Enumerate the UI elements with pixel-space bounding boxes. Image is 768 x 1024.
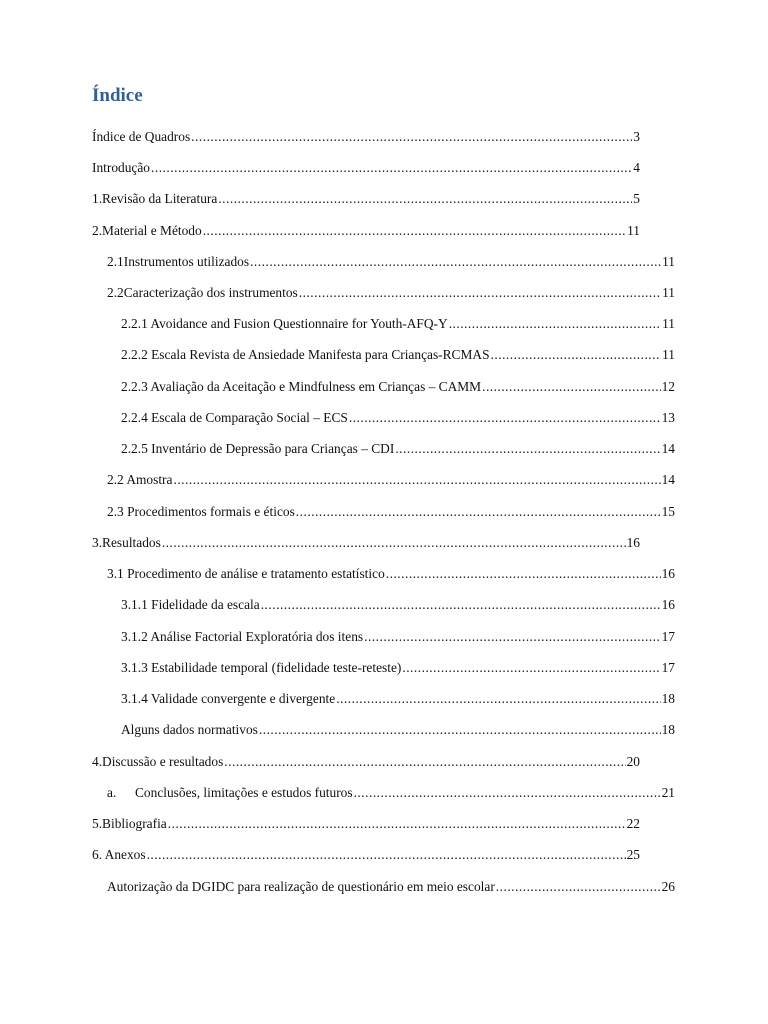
toc-entry-text: Índice de Quadros (92, 129, 191, 144)
toc-leader-dots (354, 784, 661, 802)
toc-page-number: 17 (661, 629, 675, 644)
toc-entry[interactable] (92, 815, 640, 833)
toc-entry-letter: a. (107, 785, 117, 800)
toc-page-number: 11 (662, 285, 675, 300)
toc-leader-dots (402, 659, 660, 677)
toc-entry-text: 2.2.3 Avaliação da Aceitação e Mindfulness em Crianças – CAMM (121, 379, 482, 394)
toc-entry-text: 2.2.5 Inventário de Depressão para Crianças – CDI (121, 441, 395, 456)
toc-page-number: 11 (662, 347, 675, 362)
toc-leader-dots (299, 284, 661, 302)
toc-entry-text: 3.1.1 Fidelidade da escala (121, 597, 260, 612)
toc-page-number: 17 (661, 660, 675, 675)
toc-entry-text: 2.2.1 Avoidance and Fusion Questionnaire for Youth-AFQ-Y (121, 316, 448, 331)
toc-page-number: 11 (627, 223, 640, 238)
toc-leader-dots (395, 440, 660, 458)
toc-entry-text: 1.Revisão da Literatura (92, 191, 218, 206)
toc-leader-dots (296, 503, 661, 521)
toc-entry-text: 5.Bibliografia (92, 816, 167, 831)
toc-entry-text: 3.Resultados (92, 535, 161, 550)
toc-leader-dots (203, 222, 626, 240)
toc-page-number: 16 (661, 566, 675, 581)
toc-leader-dots (173, 471, 660, 489)
toc-entry[interactable] (107, 284, 675, 302)
toc-entry[interactable] (121, 721, 675, 739)
toc-page-number: 14 (661, 441, 675, 456)
toc-entry[interactable] (92, 159, 640, 177)
toc-leader-dots (496, 878, 661, 896)
toc-entry-text: 3.1.2 Análise Factorial Exploratória dos itens (121, 629, 364, 644)
toc-entry-text: 2.1Instrumentos utilizados (107, 254, 250, 269)
toc-page-number: 3 (633, 129, 640, 144)
toc-entry[interactable] (121, 346, 675, 364)
toc-entry-text: 2.3 Procedimentos formais e éticos (107, 504, 295, 519)
toc-entry-text: 2.Material e Método (92, 223, 202, 238)
toc-entry-text: 4.Discussão e resultados (92, 754, 224, 769)
toc-entry-text: 3.1 Procedimento de análise e tratamento estatístico (107, 566, 385, 581)
toc-entry[interactable] (92, 534, 640, 552)
toc-leader-dots (482, 378, 661, 396)
toc-entry-text: 3.1.4 Validade convergente e divergente (121, 691, 336, 706)
toc-entry[interactable] (92, 846, 640, 864)
toc-page-number: 20 (626, 754, 640, 769)
toc-entry[interactable] (121, 596, 675, 614)
toc-entry-text: Alguns dados normativos (121, 722, 258, 737)
toc-leader-dots (261, 596, 661, 614)
toc-leader-dots (259, 721, 661, 739)
toc-entry-text: 2.2.2 Escala Revista de Ansiedade Manifesta para Crianças-RCMAS (121, 347, 490, 362)
toc-entry[interactable] (121, 378, 675, 396)
toc-page-number: 12 (661, 379, 675, 394)
toc-entry[interactable] (107, 503, 675, 521)
toc-page-number: 15 (661, 504, 675, 519)
toc-entry[interactable] (92, 190, 640, 208)
toc-leader-dots (250, 253, 661, 271)
toc-leader-dots (336, 690, 660, 708)
toc-leader-dots (386, 565, 661, 583)
toc-page-number: 18 (661, 722, 675, 737)
toc-entry[interactable] (92, 753, 640, 771)
toc-entry-text: 2.2.4 Escala de Comparação Social – ECS (121, 410, 348, 425)
toc-page-number: 16 (626, 535, 640, 550)
toc-entry-label: Conclusões, limitações e estudos futuros (135, 785, 353, 800)
page-title: Índice (92, 85, 143, 106)
toc-entry[interactable] (121, 440, 675, 458)
toc-entry[interactable] (121, 315, 675, 333)
toc-page-number: 14 (661, 472, 675, 487)
toc-entry-text: Autorização da DGIDC para realização de questionário em meio escolar (107, 879, 495, 894)
toc-leader-dots (191, 128, 632, 146)
toc-page-number: 21 (661, 785, 675, 800)
toc-leader-dots (218, 190, 632, 208)
toc-entry-text: 3.1.3 Estabilidade temporal (fidelidade teste-reteste) (121, 660, 402, 675)
toc-page-number: 11 (662, 316, 675, 331)
toc-entry[interactable] (121, 659, 675, 677)
toc-entry[interactable] (107, 471, 675, 489)
toc-entry-text (107, 784, 353, 802)
toc-entry[interactable] (107, 253, 675, 271)
toc-leader-dots (349, 409, 661, 427)
toc-entry[interactable] (92, 128, 640, 146)
toc-entry-text: 2.2Caracterização dos instrumentos (107, 285, 298, 300)
toc-entry[interactable] (121, 409, 675, 427)
toc-page-number: 25 (626, 847, 640, 862)
toc-page-number: 4 (633, 160, 640, 175)
toc-leader-dots (162, 534, 626, 552)
toc-leader-dots (491, 346, 662, 364)
toc-leader-dots (151, 159, 632, 177)
toc-page-number: 5 (633, 191, 640, 206)
toc-page-number: 11 (662, 254, 675, 269)
toc-entry[interactable] (121, 628, 675, 646)
toc-entry[interactable] (121, 690, 675, 708)
toc-entry[interactable] (107, 565, 675, 583)
toc-entry-text: Introdução (92, 160, 151, 175)
toc-entry[interactable] (107, 784, 675, 802)
toc-page-number: 16 (661, 597, 675, 612)
toc-leader-dots (364, 628, 661, 646)
toc-entry[interactable] (107, 878, 675, 896)
toc-entry-text: 2.2 Amostra (107, 472, 173, 487)
toc-entry-text: 6. Anexos (92, 847, 146, 862)
toc-page-number: 26 (661, 879, 675, 894)
toc-entry[interactable] (92, 222, 640, 240)
toc-page-number: 18 (661, 691, 675, 706)
toc-leader-dots (224, 753, 625, 771)
toc-leader-dots (449, 315, 661, 333)
toc-page-number: 13 (661, 410, 675, 425)
toc-leader-dots (147, 846, 626, 864)
toc-page-number: 22 (626, 816, 640, 831)
toc-leader-dots (168, 815, 626, 833)
